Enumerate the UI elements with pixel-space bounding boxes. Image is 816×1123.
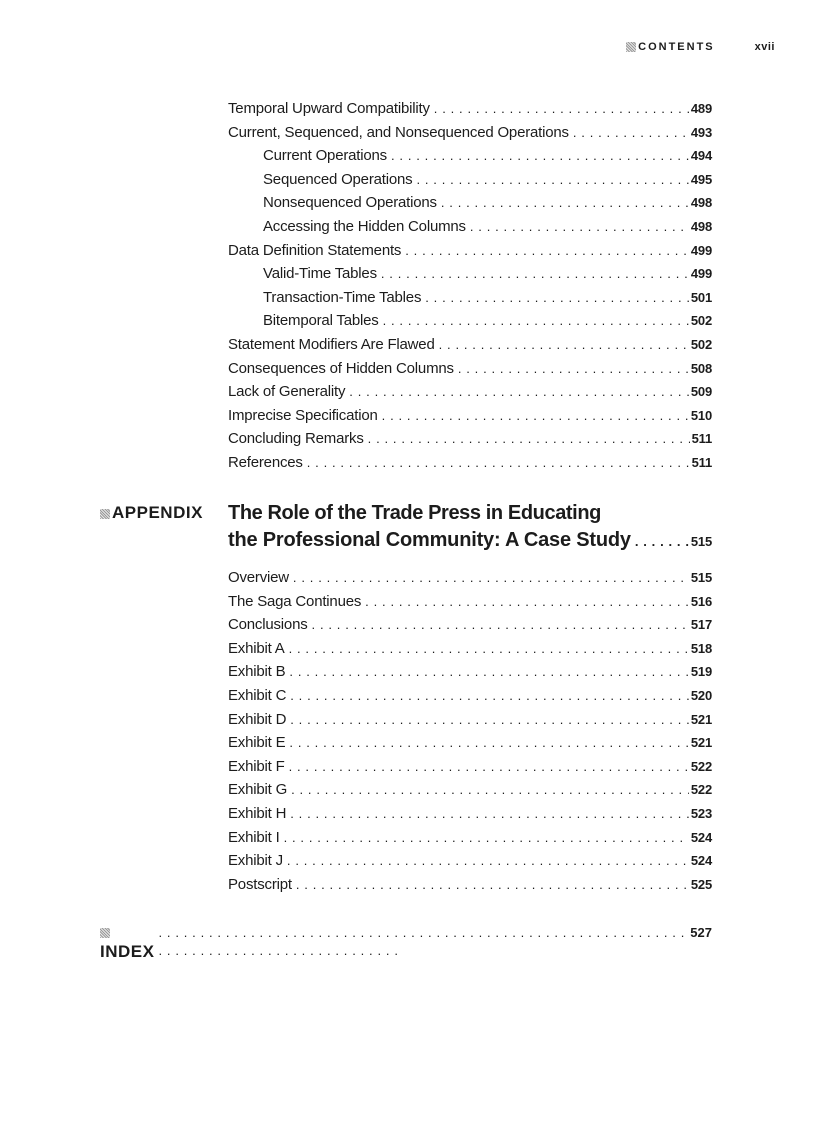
toc-entry-page: 501: [690, 289, 712, 305]
toc-entry-title: Exhibit C: [228, 686, 287, 704]
index-label: INDEX: [100, 922, 154, 962]
toc-entry-page: 525: [690, 876, 712, 892]
dot-leader: [289, 660, 689, 684]
toc-entry[interactable]: [228, 191, 712, 215]
toc-entry[interactable]: [228, 97, 712, 121]
toc-entry[interactable]: [228, 802, 712, 826]
toc-entry-title: Conclusions: [228, 616, 308, 634]
toc-entry[interactable]: [228, 427, 712, 451]
toc-entry[interactable]: [228, 262, 712, 286]
dot-leader: [416, 168, 688, 192]
toc-entry-page: 502: [690, 313, 712, 329]
toc-entry[interactable]: [228, 590, 712, 614]
dot-leader: [287, 849, 689, 873]
toc-entry-title: Imprecise Specification: [228, 406, 378, 424]
toc-entry[interactable]: [228, 239, 712, 263]
toc-entry-title: Current Operations: [263, 147, 387, 165]
toc-entry[interactable]: [228, 826, 712, 850]
toc-entry-page: 516: [690, 593, 712, 609]
dot-leader: [349, 380, 689, 404]
toc-entry-title: Exhibit I: [228, 828, 280, 846]
dot-leader: [425, 286, 689, 310]
toc-entry[interactable]: [228, 660, 712, 684]
toc-entry-title: Sequenced Operations: [263, 170, 413, 188]
toc-entry-index[interactable]: [100, 922, 712, 962]
toc-entry-title: Postscript: [228, 875, 292, 893]
toc-list-chapter: [228, 97, 712, 475]
toc-entry-page: 522: [690, 758, 712, 774]
section-marker-icon: [100, 509, 110, 519]
toc-entry-title: Exhibit D: [228, 710, 287, 728]
toc-entry-page: 511: [691, 431, 712, 447]
dot-leader: [635, 527, 689, 555]
index-page: 527: [690, 925, 712, 940]
toc-entry-page: 489: [690, 101, 712, 116]
toc-entry-page: 494: [690, 148, 712, 164]
dot-leader: [439, 333, 689, 357]
toc-entry-page: 523: [690, 805, 712, 821]
toc-entry[interactable]: [228, 849, 712, 873]
toc-entry-title: Exhibit B: [228, 663, 286, 681]
dot-leader: [381, 262, 689, 286]
dot-leader: [307, 451, 690, 475]
toc-entry-page: 524: [690, 853, 712, 869]
toc-entry-page: 520: [690, 687, 712, 703]
page-number: xvii: [754, 41, 775, 53]
appendix-page: 515: [690, 534, 712, 549]
dot-leader: [470, 215, 689, 239]
toc-entry-title: Bitemporal Tables: [263, 312, 379, 330]
toc-entry-title: Statement Modifiers Are Flawed: [228, 335, 435, 353]
toc-entry[interactable]: [228, 357, 712, 381]
toc-entry[interactable]: [228, 121, 712, 145]
dot-leader: [289, 637, 689, 661]
toc-entry-page: 521: [690, 711, 712, 727]
toc-entry-page: 509: [690, 384, 712, 400]
toc-entry[interactable]: [228, 309, 712, 333]
toc-entry-page: 511: [691, 454, 712, 470]
dot-leader: [368, 427, 690, 451]
toc-entry-title: Exhibit G: [228, 781, 288, 799]
appendix-title[interactable]: [228, 500, 712, 554]
dot-leader: [290, 802, 689, 826]
toc-entry-page: 502: [690, 336, 712, 352]
toc-entry-page: 493: [690, 124, 712, 140]
toc-entry-page: 522: [690, 782, 712, 798]
toc-entry-page: 521: [690, 735, 712, 751]
toc-entry-title: Valid-Time Tables: [263, 265, 377, 283]
toc-entry-title: Temporal Upward Compatibility: [228, 100, 430, 117]
toc-entry-page: 515: [690, 570, 712, 585]
running-head: [0, 41, 775, 53]
toc-entry-title: Exhibit J: [228, 852, 283, 870]
toc-entry-page: 498: [690, 218, 712, 234]
toc-entry-title: The Saga Continues: [228, 592, 362, 610]
toc-entry[interactable]: [228, 731, 712, 755]
toc-entry-title: Exhibit H: [228, 804, 287, 822]
toc-entry[interactable]: [228, 380, 712, 404]
dot-leader: [289, 731, 689, 755]
toc-entry-title: Nonsequenced Operations: [263, 194, 437, 212]
toc-entry[interactable]: [228, 404, 712, 428]
toc-entry-title: Overview: [228, 569, 289, 586]
toc-entry-title: Exhibit F: [228, 757, 285, 775]
toc-entry[interactable]: [228, 168, 712, 192]
dot-leader: [383, 309, 689, 333]
toc-entry-title: Concluding Remarks: [228, 430, 364, 448]
toc-entry[interactable]: [228, 778, 712, 802]
dot-leader: [434, 97, 689, 121]
toc-entry-page: 510: [690, 407, 712, 423]
toc-entry[interactable]: [228, 684, 712, 708]
toc-entry-title: Accessing the Hidden Columns: [263, 217, 466, 235]
toc-entry-page: 519: [690, 664, 712, 680]
dot-leader: [293, 566, 689, 590]
toc-entry-title: Current, Sequenced, and Nonsequenced Operations: [228, 123, 569, 141]
toc-entry[interactable]: [228, 755, 712, 779]
toc-entry-page: 518: [690, 640, 712, 656]
toc-entry-page: 499: [690, 266, 712, 282]
dot-leader: [573, 121, 689, 145]
toc-entry-page: 499: [690, 242, 712, 258]
toc-entry-page: 495: [690, 171, 712, 187]
dot-leader: [391, 144, 689, 168]
toc-entry[interactable]: [228, 451, 712, 475]
toc-entry[interactable]: [228, 873, 712, 897]
toc-entry[interactable]: [228, 708, 712, 732]
dot-leader: [296, 873, 689, 897]
dot-leader: [289, 755, 689, 779]
toc-entry-title: Exhibit A: [228, 639, 285, 657]
toc-entry-page: 498: [690, 195, 712, 211]
toc-entry[interactable]: [228, 333, 712, 357]
toc-entry[interactable]: [228, 637, 712, 661]
toc-entry-title: Data Definition Statements: [228, 241, 402, 259]
dot-leader: [458, 357, 689, 381]
appendix-title-line-2: the Professional Community: A Case Study . . . 515: [228, 527, 712, 554]
toc-entry[interactable]: [228, 215, 712, 239]
toc-entry[interactable]: [228, 613, 712, 637]
dot-leader: [312, 613, 689, 637]
dot-leader: [290, 684, 689, 708]
toc-entry-title: Transaction-Time Tables: [263, 288, 422, 306]
toc-entry-title: Lack of Generality: [228, 383, 346, 401]
toc-entry-page: 517: [690, 617, 712, 633]
dot-leader: [382, 404, 689, 428]
toc-list-appendix: [228, 566, 712, 896]
dot-leader: [291, 778, 689, 802]
toc-entry-title: References: [228, 453, 303, 471]
dot-leader: [405, 239, 689, 263]
dot-leader: [290, 708, 689, 732]
toc-entry-title: Exhibit E: [228, 734, 286, 752]
appendix-title-line-1: The Role of the Trade Press in Educating: [228, 502, 601, 524]
toc-entry[interactable]: [228, 144, 712, 168]
section-marker-icon: [626, 42, 636, 52]
toc-entry-page: 508: [690, 360, 712, 376]
dot-leader: [441, 191, 689, 215]
section-marker-icon: [100, 928, 110, 938]
toc-entry-page: 524: [690, 829, 712, 845]
dot-leader: [284, 826, 689, 850]
running-head-section: CONTENTS: [638, 41, 715, 53]
appendix-label: APPENDIX: [100, 503, 203, 523]
toc-entry-title: Consequences of Hidden Columns: [228, 359, 454, 377]
toc-entry[interactable]: [228, 566, 712, 590]
dot-leader: [365, 590, 689, 614]
toc-entry[interactable]: [228, 286, 712, 310]
dot-leader: [158, 924, 688, 960]
